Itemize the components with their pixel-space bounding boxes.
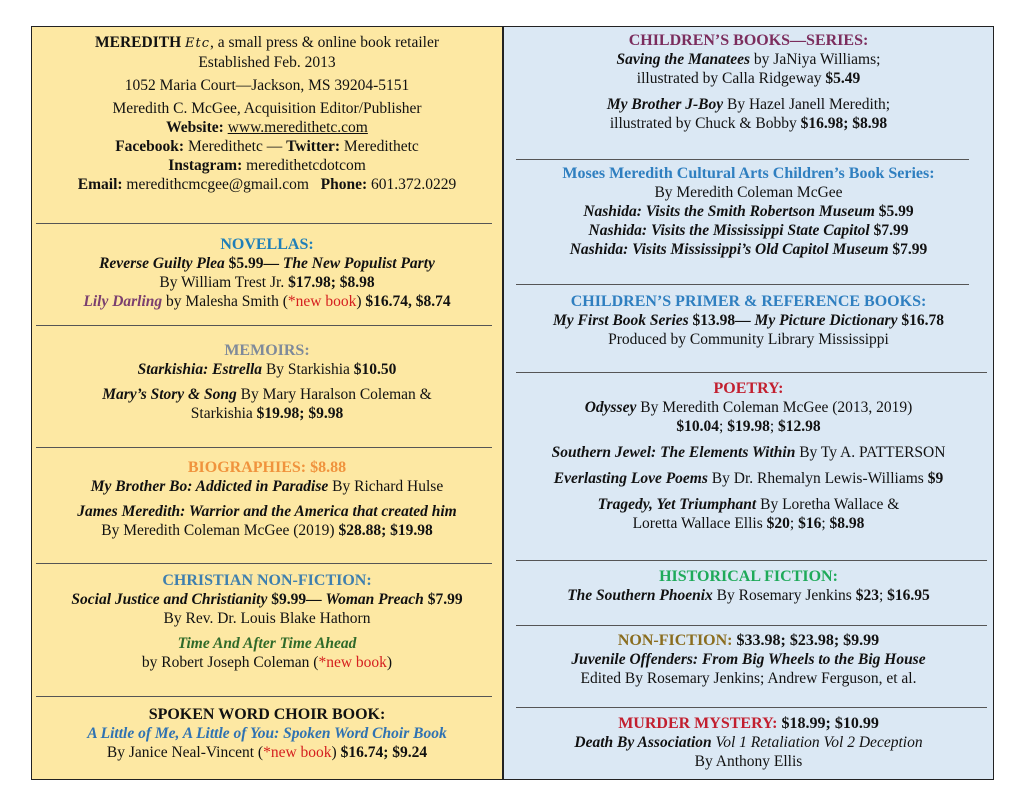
book-price: $5.49 bbox=[825, 70, 861, 87]
book-title: James Meredith: Warrior and the America that created him bbox=[77, 503, 457, 520]
murder-mystery-section bbox=[504, 714, 993, 771]
book-price: $16.74, $8.74 bbox=[365, 293, 451, 310]
biographies-section bbox=[32, 458, 502, 540]
list-item bbox=[32, 254, 502, 273]
book-title: Nashida: Visits Mississippi’s Old Capitol Museum bbox=[569, 241, 889, 258]
nonfiction-section bbox=[504, 631, 993, 688]
book-price: $10.50 bbox=[353, 361, 397, 378]
book-author: By Ty A. PATTERSON bbox=[795, 444, 946, 461]
publisher-info bbox=[32, 33, 502, 194]
paren: ) bbox=[356, 293, 366, 310]
historical-fiction-section bbox=[504, 567, 993, 605]
twitter-value: Meredithetc bbox=[343, 138, 419, 155]
publisher-tagline: , a small press & online book retailer bbox=[210, 34, 439, 51]
memoirs-heading: MEMOIRS: bbox=[224, 342, 310, 359]
book-title: Starkishia: Estrella bbox=[137, 361, 263, 378]
book-price: $16.74; $9.24 bbox=[340, 744, 428, 761]
book-title: Tragedy, Yet Triumphant bbox=[597, 496, 757, 513]
address: 1052 Maria Court—Jackson, MS 39204-5151 bbox=[124, 77, 410, 94]
twitter-label: Twitter: bbox=[286, 138, 341, 155]
email-label: Email: bbox=[77, 176, 123, 193]
christian-nonfiction-section bbox=[32, 571, 502, 672]
social-line bbox=[32, 137, 502, 156]
book-price: $8.98 bbox=[829, 515, 865, 532]
book-author: By Loretha Wallace & bbox=[756, 496, 900, 513]
list-item bbox=[32, 724, 502, 743]
list-item bbox=[504, 443, 993, 462]
social-separator: — bbox=[262, 138, 287, 155]
list-item bbox=[32, 653, 502, 672]
murder-mystery-heading: MURDER MYSTERY: bbox=[618, 715, 778, 732]
list-item bbox=[32, 385, 502, 404]
book-price: $28.88; $19.98 bbox=[338, 522, 433, 539]
list-item bbox=[32, 521, 502, 540]
list-item bbox=[32, 609, 502, 628]
new-book-badge: *new book bbox=[263, 744, 332, 761]
list-item bbox=[504, 50, 993, 69]
list-item bbox=[504, 69, 993, 88]
book-title: Juvenile Offenders: From Big Wheels to the Big House bbox=[571, 651, 926, 668]
book-author: By Mary Haralson Coleman & bbox=[236, 386, 432, 403]
divider bbox=[36, 696, 492, 697]
spoken-word-heading: SPOKEN WORD CHOIR BOOK: bbox=[148, 706, 386, 723]
nonfiction-heading-line bbox=[504, 631, 993, 650]
moses-series-section bbox=[504, 164, 993, 259]
book-price: $7.99 bbox=[869, 222, 909, 239]
facebook-label: Facebook: bbox=[115, 138, 185, 155]
book-volumes: Vol 1 Retaliation Vol 2 Deception bbox=[711, 734, 923, 751]
book-author: illustrated by Chuck & Bobby bbox=[609, 115, 801, 132]
divider bbox=[516, 707, 987, 708]
book-title: A Little of Me, A Little of You: Spoken Word Choir Book bbox=[87, 725, 447, 742]
price-separator: ; bbox=[878, 587, 888, 604]
website-line bbox=[32, 118, 502, 137]
etc-logo: Etc bbox=[185, 36, 210, 51]
book-author: Produced by Community Library Mississippi bbox=[608, 331, 889, 348]
book-price: $23 bbox=[855, 587, 879, 604]
biographies-heading: BIOGRAPHIES: $8.88 bbox=[187, 459, 347, 476]
list-item bbox=[32, 634, 502, 653]
book-price: $5.99 bbox=[874, 203, 914, 220]
book-price: $16.98; $8.98 bbox=[800, 115, 888, 132]
book-price: $19.98; $9.98 bbox=[256, 405, 344, 422]
book-price: $17.98; $8.98 bbox=[288, 274, 375, 291]
book-price: $19.98 bbox=[727, 418, 770, 435]
book-price: $16.95 bbox=[887, 587, 930, 604]
divider bbox=[516, 372, 987, 373]
book-title: Everlasting Love Poems bbox=[553, 470, 708, 487]
list-item bbox=[504, 221, 993, 240]
list-item bbox=[32, 743, 502, 762]
book-title: My First Book Series bbox=[553, 312, 689, 329]
list-item bbox=[504, 586, 993, 605]
book-title: Saving the Manatees bbox=[616, 51, 751, 68]
book-author: By William Trest Jr. bbox=[159, 274, 289, 291]
list-item bbox=[504, 514, 993, 533]
book-price: $16 bbox=[798, 515, 822, 532]
book-price: $12.98 bbox=[778, 418, 821, 435]
book-author: By Starkishia bbox=[262, 361, 354, 378]
list-item bbox=[504, 752, 993, 771]
book-title: The Southern Phoenix bbox=[567, 587, 713, 604]
divider bbox=[516, 625, 987, 626]
book-title: Woman Preach bbox=[325, 591, 424, 608]
book-title: Reverse Guilty Plea bbox=[99, 255, 225, 272]
divider bbox=[516, 560, 987, 561]
left-panel bbox=[31, 26, 503, 780]
email-value: meredithcmcgee@gmail.com bbox=[126, 176, 309, 193]
book-price: $16.78 bbox=[897, 312, 944, 329]
right-panel bbox=[503, 26, 994, 780]
moses-series-heading: Moses Meredith Cultural Arts Children’s Book Series: bbox=[562, 165, 935, 182]
book-author: By Rosemary Jenkins bbox=[712, 587, 856, 604]
new-book-badge: *new book bbox=[318, 654, 387, 671]
poetry-section bbox=[504, 379, 993, 533]
book-title: Lily Darling bbox=[83, 293, 163, 310]
list-item bbox=[32, 273, 502, 292]
historical-fiction-heading: HISTORICAL FICTION: bbox=[659, 568, 838, 585]
list-item bbox=[504, 183, 993, 202]
murder-mystery-price: $18.99; $10.99 bbox=[777, 715, 879, 732]
book-author: By Dr. Rhemalyn Lewis-Williams bbox=[707, 470, 928, 487]
paren: ) bbox=[386, 654, 393, 671]
childrens-series-section bbox=[504, 31, 993, 133]
book-author: Edited By Rosemary Jenkins; Andrew Ferguson, et al. bbox=[580, 670, 917, 687]
list-item bbox=[32, 590, 502, 609]
book-price: $9.99— bbox=[267, 591, 326, 608]
book-author: By Meredith Coleman McGee (2013, 2019) bbox=[636, 399, 913, 416]
list-item bbox=[504, 240, 993, 259]
spoken-word-section bbox=[32, 705, 502, 762]
phone-label: Phone: bbox=[320, 176, 368, 193]
book-price: $7.99 bbox=[888, 241, 928, 258]
book-author: By Richard Hulse bbox=[328, 478, 444, 495]
divider bbox=[516, 284, 969, 285]
memoirs-section bbox=[32, 341, 502, 423]
book-title: Death By Association bbox=[574, 734, 712, 751]
instagram-value: meredithetcdotcom bbox=[246, 157, 366, 174]
list-item bbox=[504, 330, 993, 349]
nonfiction-price: $33.98; $23.98; $9.99 bbox=[732, 632, 880, 649]
book-author: by JaNiya Williams; bbox=[750, 51, 881, 68]
book-title: Nashida: Visits the Smith Robertson Museum bbox=[583, 203, 875, 220]
price-separator: ; bbox=[789, 515, 799, 532]
phone-value: 601.372.0229 bbox=[370, 176, 457, 193]
book-price: $5.99— bbox=[224, 255, 283, 272]
paren: ) bbox=[331, 744, 341, 761]
book-price: $13.98— bbox=[688, 312, 755, 329]
novellas-heading: NOVELLAS: bbox=[220, 236, 314, 253]
divider bbox=[516, 159, 969, 160]
primer-section bbox=[504, 292, 993, 349]
editor-credit: Meredith C. McGee, Acquisition Editor/Publisher bbox=[112, 100, 422, 117]
divider bbox=[36, 447, 492, 448]
book-author: By Janice Neal-Vincent ( bbox=[106, 744, 264, 761]
instagram-label: Instagram: bbox=[168, 157, 243, 174]
list-item bbox=[504, 495, 993, 514]
primer-heading: CHILDREN’S PRIMER & REFERENCE BOOKS: bbox=[570, 293, 927, 310]
list-item bbox=[504, 733, 993, 752]
publisher-title-line bbox=[32, 33, 502, 53]
website-label: Website: bbox=[166, 119, 224, 136]
book-title: My Picture Dictionary bbox=[754, 312, 898, 329]
list-item bbox=[504, 417, 993, 436]
book-title: Mary’s Story & Song bbox=[102, 386, 237, 403]
book-author: By Meredith Coleman McGee bbox=[654, 184, 843, 201]
divider bbox=[36, 563, 492, 564]
publisher-name: MEREDITH bbox=[95, 34, 182, 51]
price-separator: ; bbox=[719, 418, 728, 435]
instagram-line bbox=[32, 156, 502, 175]
divider bbox=[36, 223, 492, 224]
christian-nonfiction-heading: CHRISTIAN NON-FICTION: bbox=[162, 572, 372, 589]
poetry-heading: POETRY: bbox=[713, 380, 784, 397]
price-separator: ; bbox=[821, 515, 830, 532]
book-title: Social Justice and Christianity bbox=[71, 591, 268, 608]
book-title: My Brother Bo: Addicted in Paradise bbox=[90, 478, 329, 495]
list-item bbox=[504, 311, 993, 330]
divider bbox=[36, 325, 492, 326]
book-price: $7.99 bbox=[423, 591, 463, 608]
price-separator: ; bbox=[769, 418, 778, 435]
list-item bbox=[504, 202, 993, 221]
book-title: My Brother J-Boy bbox=[606, 96, 724, 113]
book-author: by Robert Joseph Coleman ( bbox=[141, 654, 319, 671]
list-item bbox=[504, 95, 993, 114]
new-book-badge: *new book bbox=[287, 293, 357, 310]
list-item bbox=[32, 477, 502, 496]
book-price: $20 bbox=[766, 515, 790, 532]
book-title: Nashida: Visits the Mississippi State Capitol bbox=[588, 222, 870, 239]
nonfiction-heading: NON-FICTION: bbox=[617, 632, 733, 649]
book-price: $9 bbox=[927, 470, 944, 487]
book-title: Southern Jewel: The Elements Within bbox=[551, 444, 796, 461]
book-title: The New Populist Party bbox=[282, 255, 435, 272]
childrens-series-heading: CHILDREN’S BOOKS—SERIES: bbox=[628, 32, 869, 49]
book-title: Time And After Time Ahead bbox=[177, 635, 357, 652]
list-item bbox=[504, 469, 993, 488]
list-item bbox=[504, 650, 993, 669]
book-author: By Rev. Dr. Louis Blake Hathorn bbox=[163, 610, 371, 627]
book-author: By Meredith Coleman McGee (2019) bbox=[101, 522, 339, 539]
book-author: illustrated by Calla Ridgeway bbox=[636, 70, 826, 87]
book-title: Odyssey bbox=[584, 399, 637, 416]
book-author: By Hazel Janell Meredith; bbox=[723, 96, 891, 113]
list-item bbox=[32, 404, 502, 423]
website-link[interactable]: www.meredithetc.com bbox=[227, 119, 368, 136]
list-item bbox=[504, 669, 993, 688]
novellas-section bbox=[32, 235, 502, 311]
murder-mystery-heading-line bbox=[504, 714, 993, 733]
list-item bbox=[32, 292, 502, 311]
book-author: Starkishia bbox=[190, 405, 257, 422]
list-item bbox=[32, 502, 502, 521]
book-price: $10.04 bbox=[676, 418, 719, 435]
contact-line bbox=[32, 175, 502, 194]
list-item bbox=[504, 114, 993, 133]
book-author: Loretta Wallace Ellis bbox=[632, 515, 767, 532]
facebook-value: Meredithetc bbox=[187, 138, 263, 155]
book-author: by Malesha Smith ( bbox=[162, 293, 288, 310]
list-item bbox=[32, 360, 502, 379]
list-item bbox=[504, 398, 993, 417]
book-author: By Anthony Ellis bbox=[694, 753, 803, 770]
established-date: Established Feb. 2013 bbox=[198, 54, 336, 71]
